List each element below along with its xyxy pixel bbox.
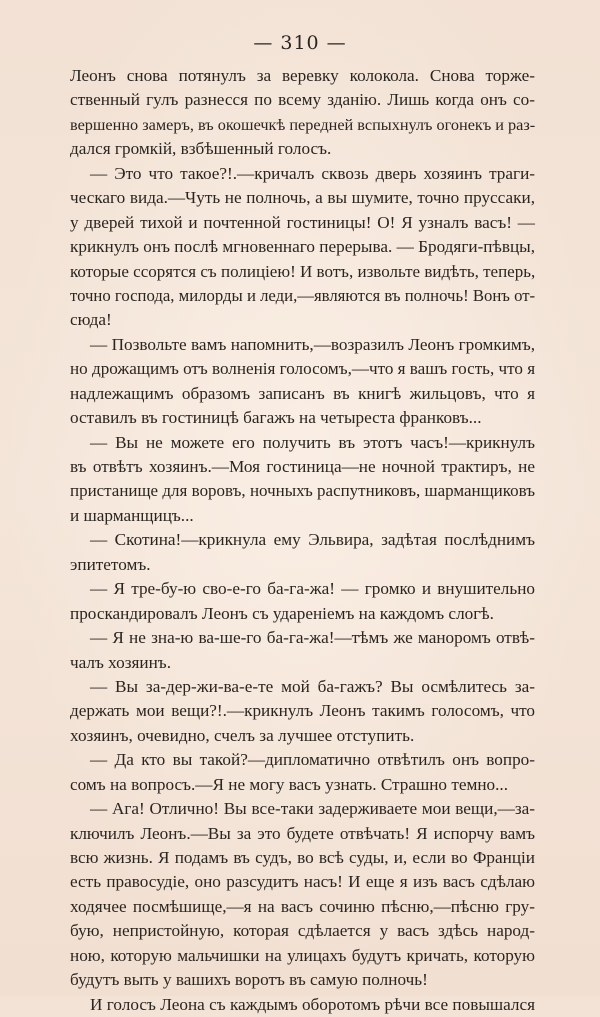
text-line: вершенно замеръ, въ окошечкѣ передней вспыхнулъ огонекъ и раз- xyxy=(70,115,536,134)
text-line: точно господа, милорды и леди,—являются въ полночь! Вонъ от- xyxy=(70,285,536,305)
text-line: эпитетомъ. xyxy=(70,554,151,574)
page-number: — 310 — xyxy=(253,32,347,54)
body-text xyxy=(70,64,535,1017)
text-line: проскандировалъ Леонъ съ удареніемъ на каждомъ слогѣ. xyxy=(70,603,494,623)
text-line: пристанище для воровъ, ночныхъ распутниковъ, шарманщиковъ xyxy=(70,481,535,501)
text-line: — Скотина!—крикнула ему Эльвира, задѣтая послѣднимъ xyxy=(90,530,535,550)
text-line: надлежащимъ образомъ записанъ въ книгѣ жильцовъ, что я xyxy=(70,383,535,403)
text-line: — Я тре-бу-ю сво-е-го ба-га-жа! — громко и внушительно xyxy=(90,579,535,599)
text-line: и шарманщицъ... xyxy=(70,505,194,525)
text-line: крикнулъ онъ послѣ мгновеннаго перерыва. — Бродяги-пѣвцы, xyxy=(70,237,535,257)
text-line: сюда! xyxy=(70,310,112,330)
text-line: — Позвольте вамъ напомнить,—возразилъ Леонъ громкимъ, xyxy=(90,334,535,354)
text-line: — Ага! Отлично! Вы все-таки задерживаете мои вещи,—за- xyxy=(90,799,535,819)
text-line: — Вы не можете его получить въ этотъ часъ!—крикнулъ xyxy=(90,432,535,452)
text-line: чалъ хозяинъ. xyxy=(70,652,171,672)
text-line: Леонъ снова потянулъ за веревку колокола. Снова торже- xyxy=(70,66,535,85)
text-line: — Да кто вы такой?—дипломатично отвѣтилъ онъ вопро- xyxy=(90,750,535,770)
text-line: оставилъ въ гостиницѣ багажъ на четыреста франковъ... xyxy=(70,408,482,428)
text-line: — Вы за-дер-жи-ва-е-те мой ба-гажъ? Вы осмѣлитесь за- xyxy=(90,676,535,696)
text-line: И голосъ Леона съ каждымъ оборотомъ рѣчи все повышался xyxy=(90,994,535,1014)
text-line: ственный гулъ разнесся по всему зданію. Лишь когда онъ со- xyxy=(70,90,535,110)
text-line: есть правосудіе, оно разсудитъ насъ! И еще я изъ васъ сдѣлаю xyxy=(70,872,535,892)
text-line: ною, которую мальчишки на улицахъ будутъ кричать, которую xyxy=(70,945,535,965)
text-line: держать мои вещи?!.—крикнулъ Леонъ такимъ голосомъ, что xyxy=(70,701,535,721)
text-line: ключилъ Леонъ.—Вы за это будете отвѣчать! Я испорчу вамъ xyxy=(70,823,535,843)
text-line: въ отвѣтъ хозяинъ.—Моя гостиница—не ночной трактиръ, не xyxy=(70,457,535,476)
text-line: — Это что такое?!.—кричалъ сквозь дверь хозяинъ траги- xyxy=(90,163,535,183)
text-line: — Я не зна-ю ва-ше-го ба-га-жа!—тѣмъ же маноромъ отвѣ- xyxy=(90,628,535,648)
text-line: дался громкій, взбѣшенный голосъ. xyxy=(70,139,332,159)
text-line: которые ссорятся съ полиціею! И вотъ, извольте видѣть, теперь, xyxy=(70,261,536,281)
text-line: ческаго вида.—Чуть не полночь, а вы шумите, точно пруссаки, xyxy=(70,188,535,208)
text-line: будутъ выть у вашихъ воротъ въ самую полночь! xyxy=(70,970,428,990)
text-line: ходячее посмѣшище,—я на васъ сочиню пѣсню,—пѣсню гру- xyxy=(70,896,535,916)
text-line: но дрожащимъ отъ волненія голосомъ,—что я вашъ гость, что я xyxy=(70,359,536,379)
text-line: всю жизнь. Я подамъ въ судъ, во всѣ суды, и, если во Франціи xyxy=(70,848,535,867)
text-line: сомъ на вопросъ.—Я не могу васъ узнать. Страшно темно... xyxy=(70,774,509,794)
text-line: хозяинъ, очевидно, счелъ за лучшее отступить. xyxy=(70,725,415,745)
text-line: бую, непристойную, которая сдѣлается у васъ здѣсь народ- xyxy=(70,921,535,941)
text-line: у дверей тихой и почтенной гостиницы! О! Я узналъ васъ! — xyxy=(70,212,535,232)
